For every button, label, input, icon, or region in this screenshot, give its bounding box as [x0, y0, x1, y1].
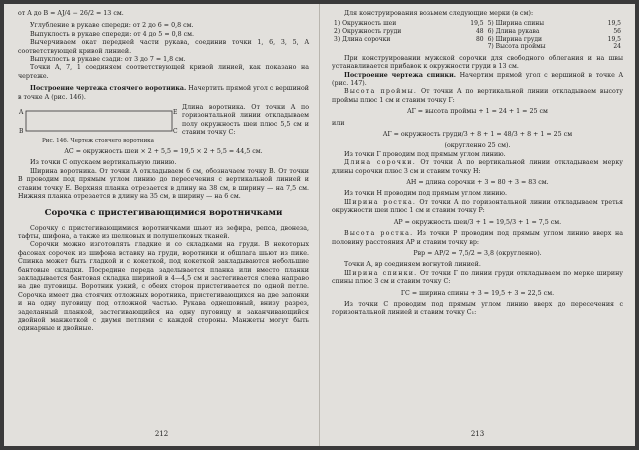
table-cell: 6) Ширина груди	[487, 35, 543, 43]
paragraph: Сорочку с пристегивающимися воротничками шьют из зефира, репса, двонеза, тафты, шифона, а также из шелковых и полушелковых тканей.	[18, 224, 309, 240]
back-heading: Построение чертежа спинки.	[344, 71, 456, 79]
text-line: Вычерчиваем окат передней части рукава, соединив точки 1, 6, 3, 5, A соответствующей кривой линией.	[18, 39, 309, 55]
text-line: Точки A, 7, 1 соединяем соответствующей кривой линией, как показано на чертеже.	[18, 64, 309, 80]
text-line: от A до B = AJ/4 − 26/2 = 13 см.	[18, 10, 124, 17]
width-paragraph	[332, 270, 623, 287]
collar-heading: Построение чертежа стоячего воротника.	[30, 85, 187, 93]
height-paragraph	[332, 230, 623, 247]
table-cell: 80	[475, 35, 484, 43]
text-line: Углубление в рукаве спереди: от 2 до 6 = 0,8 см.	[30, 22, 194, 30]
width-heading: Ширина спинки.	[344, 269, 418, 277]
figure-caption: Рис. 146. Чертеж стоячего воротника	[41, 138, 154, 145]
formula-ac: AC = окружность шеи × 2 + 5,5 = 19,5 × 2 + 5,5 = 44,5 см.	[64, 148, 263, 156]
table-cell: 7) Высота проймы	[487, 43, 546, 51]
paragraph: Сорочки можно изготовлять гладкие и со складками на груди. В некоторых фасонах сорочек из шифона вставку на груди, воротники и обшлага шьют из пике. Спинка может быть гладкой и с кокеткой, под кокеткой закладываются небольшие бантовые складки. Посредине переда заделывается планка или вместо планки закладывается бантовая складка шириной в 4—4,5 см и застегивается слева направо на две пуговицы. Воротник узкий, с обеих сторон пристегивается по одной петле. Сорочка имеет два стоячих отложных воротника, пристегивающихся на две запонки и на одну пуговицу под отложной частью. Рукава однешовный, внизу разрез, заделанный планкой, застегивающийся на одну пуговицу и заканчивающийся двойной манжеткой с двумя петлями с каждой стороны. Манжеты могут быть одинарные и двойные.	[18, 241, 309, 333]
page-left	[4, 4, 319, 446]
section-title: Сорочка с пристегивающимися воротничками	[44, 207, 283, 218]
paragraph: Из точки Г проводим под прямым углом линию.	[344, 150, 506, 158]
label-b: B	[19, 128, 24, 136]
collar-length-text	[178, 104, 309, 145]
table-cell: 48	[475, 28, 484, 35]
paragraph: При конструировании мужской сорочки для свободного облегания и на швы устанавливается прибавок к окружности груди в 13 см.	[332, 54, 623, 71]
collar-rect	[26, 111, 172, 131]
page-number: 213	[470, 429, 485, 438]
table-cell: 19,5	[470, 20, 484, 28]
table-cell: 6) Длина рукава	[487, 28, 540, 35]
collar-paragraph	[18, 85, 309, 102]
formula-note: (округленно 25 см).	[444, 142, 511, 150]
table-cell	[456, 43, 486, 51]
back-text: Начертим прямой угол с вершиной в точке A (рис. 147).	[332, 71, 623, 87]
table-row	[332, 36, 623, 44]
armhole-paragraph	[332, 88, 623, 105]
formula: AГ = окружность груди/3 + 8 + 1 = 48/3 + 8 + 1 = 25 см	[382, 131, 573, 139]
formula: AГ = высота проймы + 1 = 24 + 1 = 25 см	[407, 108, 548, 116]
armhole-text: От точки A по вертикальной линии откладываем высоту проймы плюс 1 см и ставим точку Г:	[332, 88, 623, 104]
height-text: Из точки P проводим под прямым углом линию вверх на половину расстояния AP и ставим точку вр:	[332, 230, 623, 246]
neck-heading: Ширина ростка.	[344, 198, 417, 206]
formula: Pвр = AP/2 = 7,5/2 = 3,8 (округленно).	[413, 249, 542, 257]
figure-146	[18, 104, 309, 145]
paragraph: Из точки C опускаем вертикальную линию.	[30, 159, 177, 167]
paragraph: Для конструирования возьмем следующие мерки (в см):	[344, 10, 534, 17]
label-c: C	[173, 128, 178, 136]
collar-diagram	[18, 104, 178, 138]
paragraph: Точки A, вр соединяем вогнутой линией.	[344, 261, 481, 269]
text-line: Выпуклость в рукаве сзади: от 3 до 7 = 1,8 см.	[30, 56, 186, 64]
paragraph: Из точки H проводим под прямым углом линию.	[344, 190, 507, 198]
table-row	[332, 43, 623, 51]
formula: AH = длина сорочки + 3 = 80 + 3 = 83 см.	[406, 179, 549, 187]
neck-text: От точки A по горизонтальной линии откладываем третья окружности шеи плюс 1 см и ставим точку P:	[332, 198, 623, 215]
formula: ГС = ширина спины + 3 = 19,5 + 3 = 22,5 см.	[400, 289, 555, 297]
text-line: Выпуклость в рукаве спереди: от 4 до 5 = 0,8 см.	[30, 30, 195, 38]
formula: AP = окружность шеи/3 + 1 = 19,5/3 + 1 = 7,5 см.	[393, 218, 562, 226]
table-cell: 56	[613, 28, 621, 35]
table-cell	[332, 43, 456, 51]
paragraph: Из точки С проводим под прямым углом линию вверх до пересечения с горизонтальной линией и ставим точку С₁:	[332, 300, 623, 317]
neck-paragraph	[332, 199, 623, 216]
length-text: От точки A по вертикальной линии откладываем мерку длины сорочки плюс 3 см и ставим точку H:	[332, 159, 623, 175]
table-cell: 3) Длина сорочки	[334, 35, 391, 43]
label-a: A	[19, 109, 24, 117]
table-cell: 2) Окружность груди	[334, 28, 402, 35]
width-text: От точки Г по линии груди откладываем по мерке ширину спины плюс 3 см и ставим точку С:	[332, 269, 623, 286]
label-e: E	[173, 109, 178, 117]
collar-length-paragraph: Длина воротника. От точки A по горизонтальной линии откладываем полу окружность шеи плюс 5,5 см и ставим точку C:	[182, 104, 309, 137]
length-paragraph	[332, 159, 623, 176]
table-row	[332, 20, 623, 28]
measurements-table	[332, 20, 623, 50]
page-number: 212	[154, 429, 169, 438]
table-cell: 24	[613, 43, 621, 51]
height-heading: Высота ростка.	[344, 230, 414, 238]
table-cell: 19,5	[607, 35, 621, 43]
collar-intro: Начертить прямой угол с вершиной в точке A (рис. 146).	[18, 85, 309, 101]
page-right	[320, 4, 635, 446]
table-cell: 5) Ширина спины	[487, 20, 544, 28]
table-cell: 1) Окружность шеи	[334, 20, 397, 28]
collar-drawing	[18, 104, 178, 145]
back-paragraph	[332, 72, 623, 89]
table-cell: 19,5	[607, 20, 621, 28]
length-heading: Длина сорочки.	[344, 159, 416, 167]
text-or: или	[332, 119, 345, 127]
table-row	[332, 28, 623, 36]
book-spread	[4, 4, 635, 446]
armhole-heading: Высота проймы.	[344, 88, 418, 96]
paragraph: Ширина воротника. От точки A откладываем 6 см, обозначаем точку B. От точки B проводим под прямым углом линию до пересечения с вертикальной линией и ставим точку E. Верхняя планка отрезается в длину на 38 см, в ширину — на 7,5 см. Нижняя планка отрезается в длину на 35 см, в ширину — на 6 см.	[18, 167, 309, 201]
